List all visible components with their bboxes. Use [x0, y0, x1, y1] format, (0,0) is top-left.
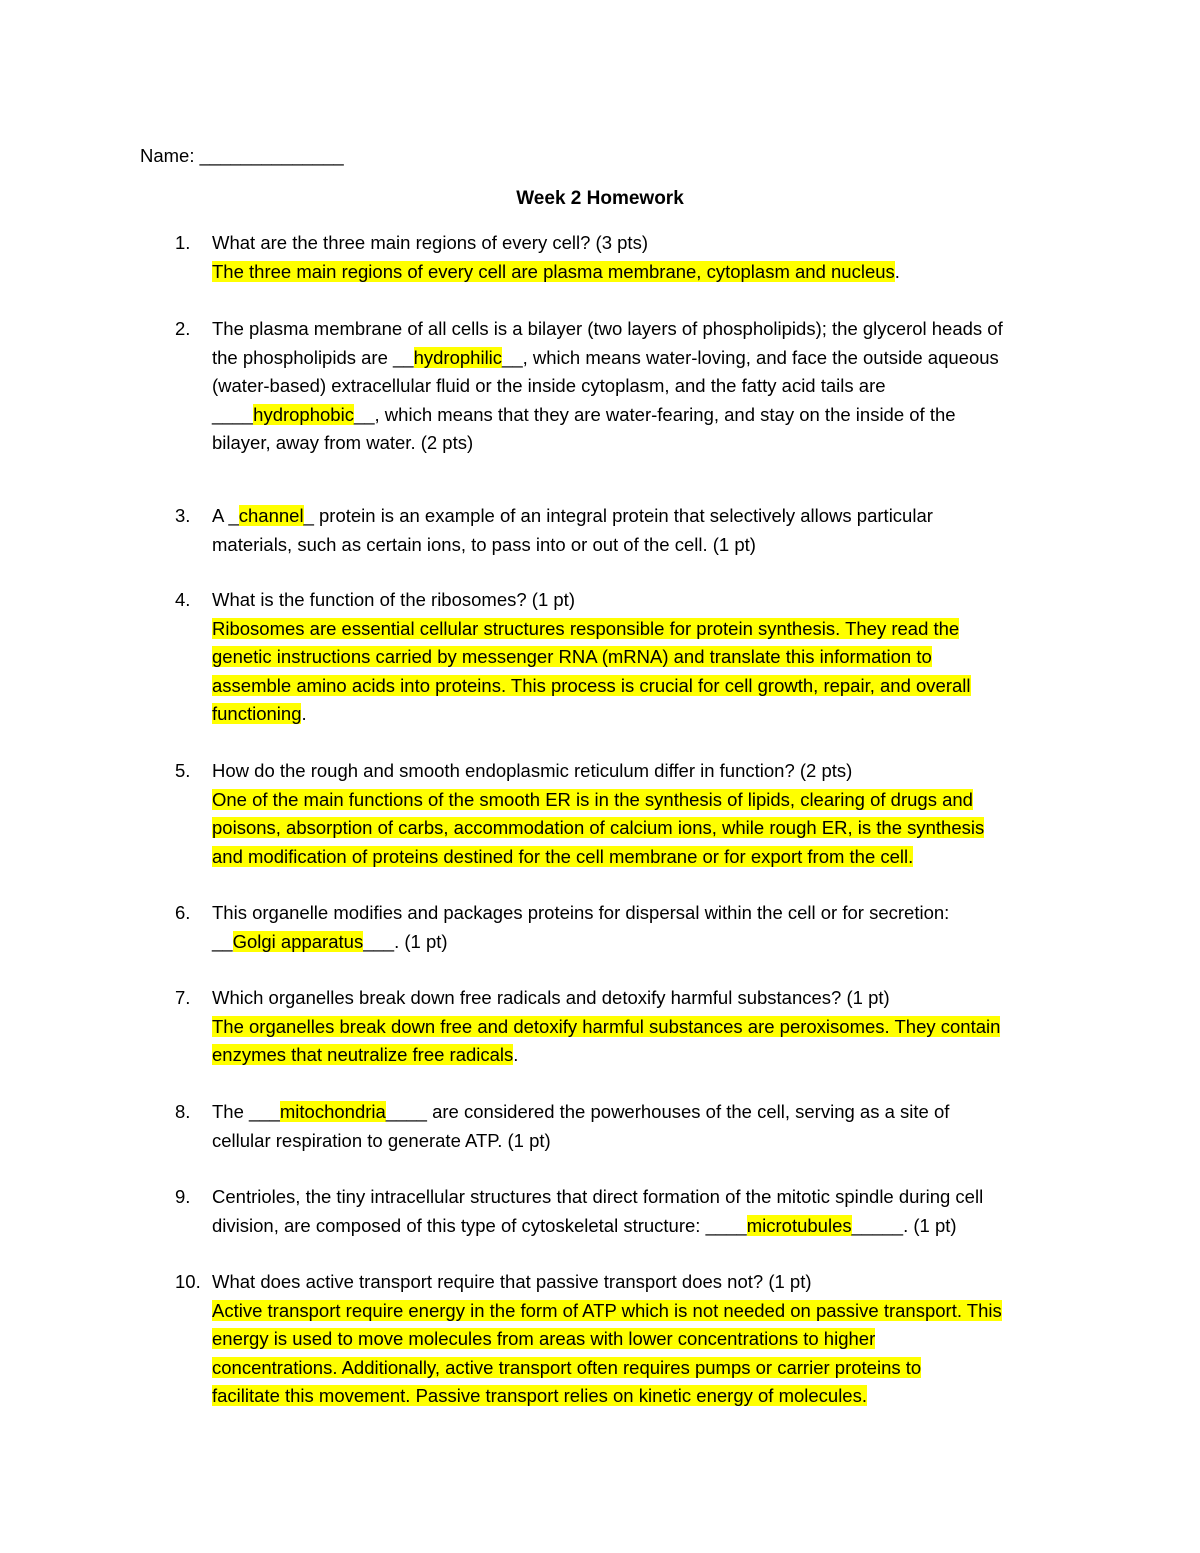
question-text: What does active transport require that passive transport does not? (1 pt) — [212, 1271, 812, 1292]
question-text: bilayer, away from water. (2 pts) — [212, 432, 474, 454]
answer-highlight: Ribosomes are essential cellular structures responsible for protein synthesis. They read the — [212, 617, 960, 639]
answer-line — [212, 615, 1075, 644]
question-text: (water-based) extracellular fluid or the inside cytoplasm, and the fatty acid tails are — [212, 375, 886, 397]
question-number: 10. — [175, 1271, 201, 1292]
question-number: 5. — [175, 760, 191, 781]
question-5 — [175, 757, 1075, 871]
answer-highlight: genetic instructions carried by messenger RNA (mRNA) and translate this information to — [212, 646, 932, 668]
question-4 — [175, 586, 1075, 729]
question-text: ____hydrophobic__, which means that they are water-fearing, and stay on the inside of the — [212, 403, 956, 425]
question-number: 6. — [175, 902, 191, 923]
answer-line: functioning. — [212, 703, 307, 725]
answer-line — [212, 843, 1075, 872]
answer-line — [212, 643, 1075, 672]
question-2 — [175, 315, 1075, 458]
question-text: A _channel_ protein is an example of an integral protein that selectively allows particular — [212, 505, 933, 526]
question-text: How do the rough and smooth endoplasmic reticulum differ in function? (2 pts) — [212, 760, 853, 781]
question-text: Which organelles break down free radicals and detoxify harmful substances? (1 pt) — [212, 987, 890, 1008]
answer-highlight: Golgi apparatus — [232, 930, 364, 952]
answer-highlight: assemble amino acids into proteins. This process is crucial for cell growth, repair, and overall — [212, 674, 971, 696]
answer-highlight: hydrophilic — [413, 346, 503, 368]
answer-highlight: poisons, absorption of carbs, accommodation of calcium ions, while rough ER, is the synthesis — [212, 817, 985, 839]
answer-line — [212, 1297, 1075, 1326]
question-text: cellular respiration to generate ATP. (1 pt) — [212, 1129, 551, 1151]
answer-highlight: hydrophobic — [253, 403, 354, 425]
question-3 — [175, 502, 1075, 559]
question-text: The ___mitochondria____ are considered the powerhouses of the cell, serving as a site of — [212, 1101, 950, 1122]
question-number: 3. — [175, 505, 191, 526]
answer-highlight: concentrations. Additionally, active transport often requires pumps or carrier proteins to — [212, 1356, 922, 1378]
question-text: __Golgi apparatus___. (1 pt) — [212, 930, 448, 952]
question-number: 8. — [175, 1101, 191, 1122]
question-number: 4. — [175, 589, 191, 610]
answer-line — [212, 1013, 1075, 1042]
answer-highlight: functioning — [212, 703, 302, 725]
question-number: 7. — [175, 987, 191, 1008]
question-text: The plasma membrane of all cells is a bilayer (two layers of phospholipids); the glycerol heads of — [212, 318, 1003, 339]
answer-highlight: microtubules — [746, 1214, 852, 1236]
answer-highlight: enzymes that neutralize free radicals — [212, 1044, 514, 1066]
answer-line — [212, 786, 1075, 815]
page-title: Week 2 Homework — [516, 188, 684, 209]
question-1 — [175, 229, 1075, 286]
answer-highlight: mitochondria — [279, 1101, 386, 1122]
answer-highlight: energy is used to move molecules from areas with lower concentrations to higher — [212, 1328, 876, 1350]
question-text: materials, such as certain ions, to pass into or out of the cell. (1 pt) — [212, 533, 756, 555]
question-number: 1. — [175, 232, 191, 253]
question-number: 2. — [175, 318, 191, 339]
answer-line: enzymes that neutralize free radicals. — [212, 1044, 519, 1066]
answer-highlight: The three main regions of every cell are plasma membrane, cytoplasm and nucleus — [212, 260, 895, 282]
answer-highlight: The organelles break down free and detoxify harmful substances are peroxisomes. They contain — [212, 1015, 1001, 1037]
question-7 — [175, 984, 1075, 1070]
question-number: 9. — [175, 1186, 191, 1207]
question-text: What are the three main regions of every cell? (3 pts) — [212, 232, 648, 253]
name-label: Name: — [140, 145, 195, 166]
answer-highlight: Active transport require energy in the form of ATP which is not needed on passive transport. This — [212, 1299, 1002, 1321]
answer-line — [212, 1325, 1075, 1354]
answer-line — [212, 1382, 1075, 1411]
question-8 — [175, 1098, 1075, 1155]
answer-highlight: and modification of proteins destined for the cell membrane or for export from the cell. — [212, 845, 914, 867]
question-text: Centrioles, the tiny intracellular structures that direct formation of the mitotic spindle during cell — [212, 1186, 984, 1207]
name-field-line — [140, 144, 344, 168]
question-6 — [175, 899, 1075, 956]
answer-highlight: channel — [238, 505, 304, 526]
question-text: What is the function of the ribosomes? (1 pt) — [212, 589, 575, 610]
question-text: the phospholipids are __hydrophilic__, which means water-loving, and face the outside aqueous — [212, 346, 999, 368]
name-blank: ______________ — [199, 145, 344, 166]
answer-line — [212, 1354, 1075, 1383]
answer-highlight: facilitate this movement. Passive transport relies on kinetic energy of molecules. — [212, 1385, 867, 1407]
answer-line: The three main regions of every cell are plasma membrane, cytoplasm and nucleus. — [212, 260, 900, 282]
question-10 — [175, 1268, 1075, 1411]
answer-highlight: One of the main functions of the smooth ER is in the synthesis of lipids, clearing of drugs and — [212, 788, 973, 810]
question-text: This organelle modifies and packages proteins for dispersal within the cell or for secretion: — [212, 902, 950, 923]
question-9 — [175, 1183, 1075, 1240]
answer-line — [212, 814, 1075, 843]
question-text: division, are composed of this type of cytoskeletal structure: ____microtubules_____. (1 pt) — [212, 1214, 957, 1236]
answer-line — [212, 672, 1075, 701]
